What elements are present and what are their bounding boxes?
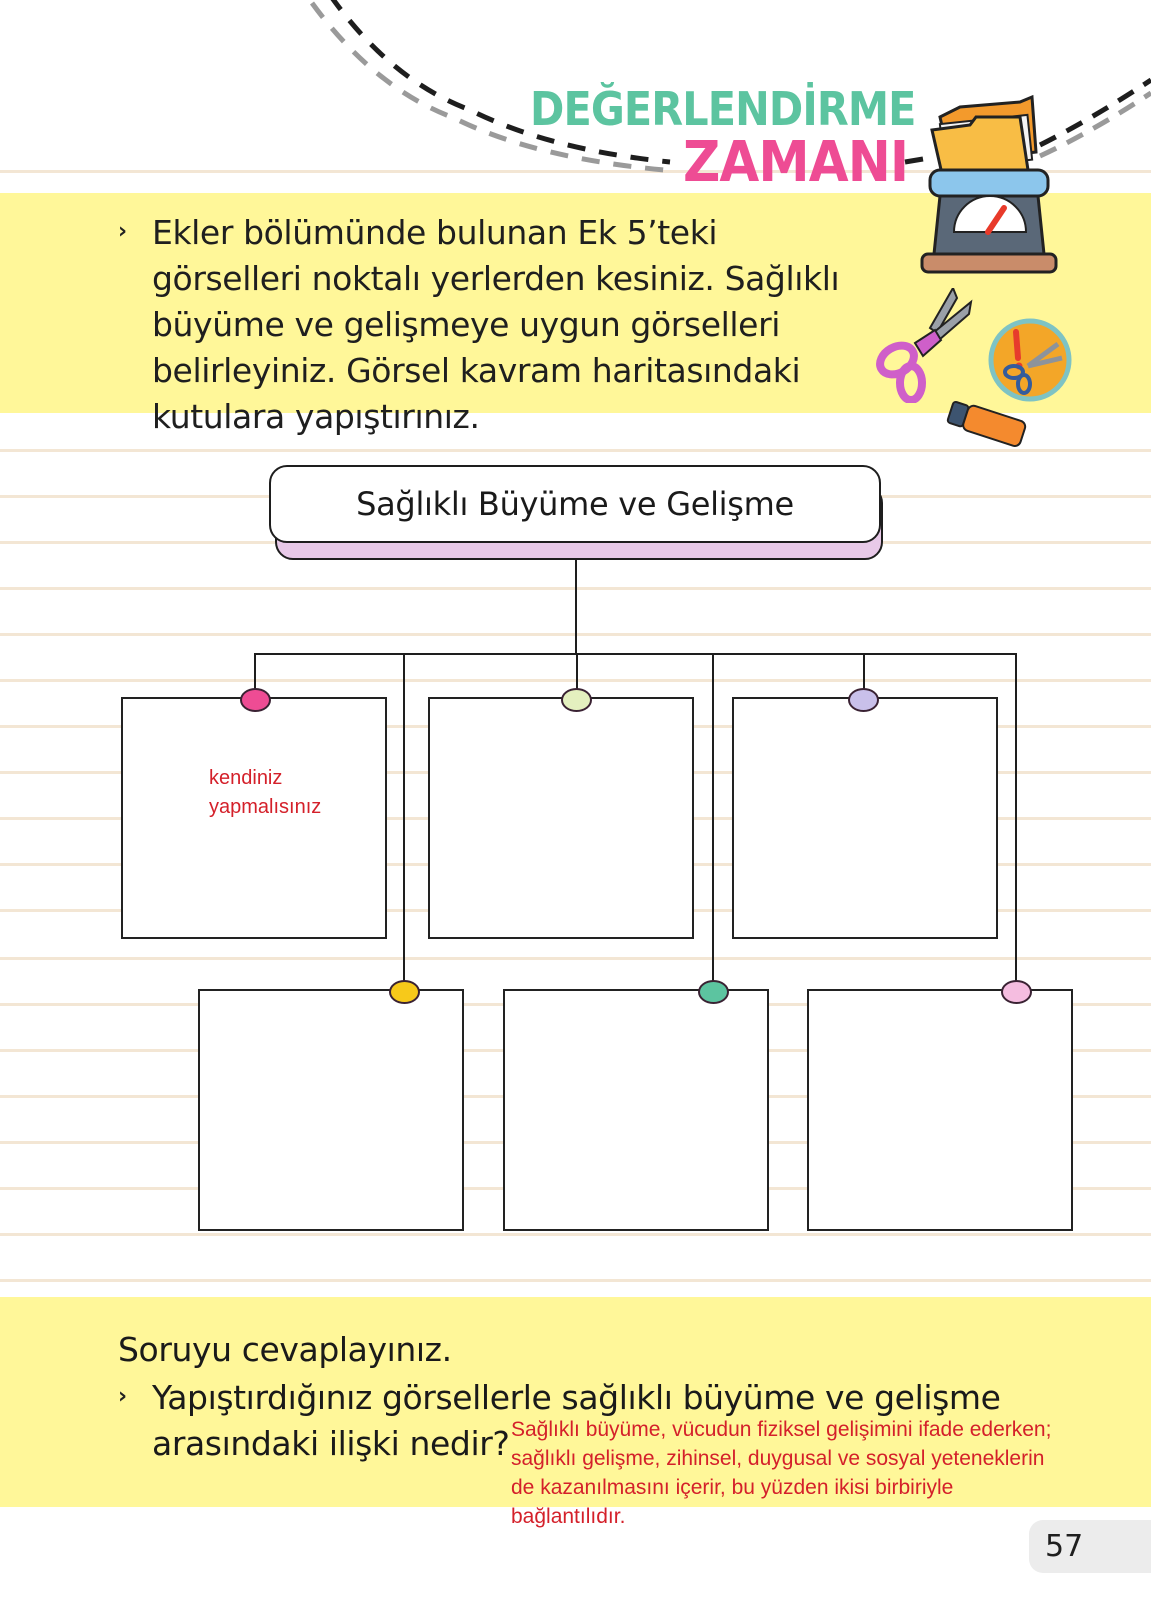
connector-dot-green	[698, 980, 729, 1004]
connector-dot-light-pink	[1001, 980, 1032, 1004]
bullet-icon: ›	[118, 219, 128, 244]
glue-stick-icon	[940, 400, 1030, 450]
connector-dot-lavender	[848, 688, 879, 712]
question-text: Yapıştırdığınız görsellerle sağlıklı büyüme ve gelişme arasındaki ilişki nedir?	[152, 1378, 1001, 1463]
connector-dot-pink	[240, 688, 271, 712]
note-line-2: yapmalısınız	[209, 796, 322, 818]
scissors-icon	[875, 288, 975, 403]
scissors-warning-badge-icon	[988, 318, 1072, 402]
section-title-line1: DEĞERLENDİRME	[530, 82, 916, 136]
concept-map-title	[269, 465, 881, 543]
page-number: 57	[1029, 1520, 1151, 1573]
image-paste-box-2[interactable]	[428, 697, 694, 939]
folder-on-scale-icon	[920, 92, 1060, 277]
note-line-1: kendiniz	[209, 767, 283, 789]
instruction-text: Ekler bölümünde bulunan Ek 5’teki görselleri noktalı yerlerden kesiniz. Sağlıklı büyüme ve gelişmeye uygun görselleri belirleyiniz. Görsel kavram haritasındaki kutulara yapıştırınız.	[152, 213, 840, 436]
bullet-icon: ›	[118, 1384, 128, 1409]
image-paste-box-4[interactable]	[198, 989, 464, 1231]
handwritten-note	[209, 764, 321, 822]
question-heading: Soruyu cevaplayınız.	[118, 1330, 452, 1369]
answer-text: Sağlıklı büyüme, vücudun fiziksel gelişimini ifade ederken; sağlıklı gelişme, zihinsel, duygusal ve sosyal yeteneklerin de kazanılmasını içerir, bu yüzden ikisi birbiriyle bağlantılıdır.	[511, 1418, 1052, 1528]
connector-dot-yellow	[389, 980, 420, 1004]
concept-map-title-text: Sağlıklı Büyüme ve Gelişme	[356, 485, 794, 523]
section-title-line2: ZAMANI	[683, 130, 909, 195]
image-paste-box-6[interactable]	[807, 989, 1073, 1231]
image-paste-box-5[interactable]	[503, 989, 769, 1231]
connector-dot-lime	[561, 688, 592, 712]
image-paste-box-3[interactable]	[732, 697, 998, 939]
